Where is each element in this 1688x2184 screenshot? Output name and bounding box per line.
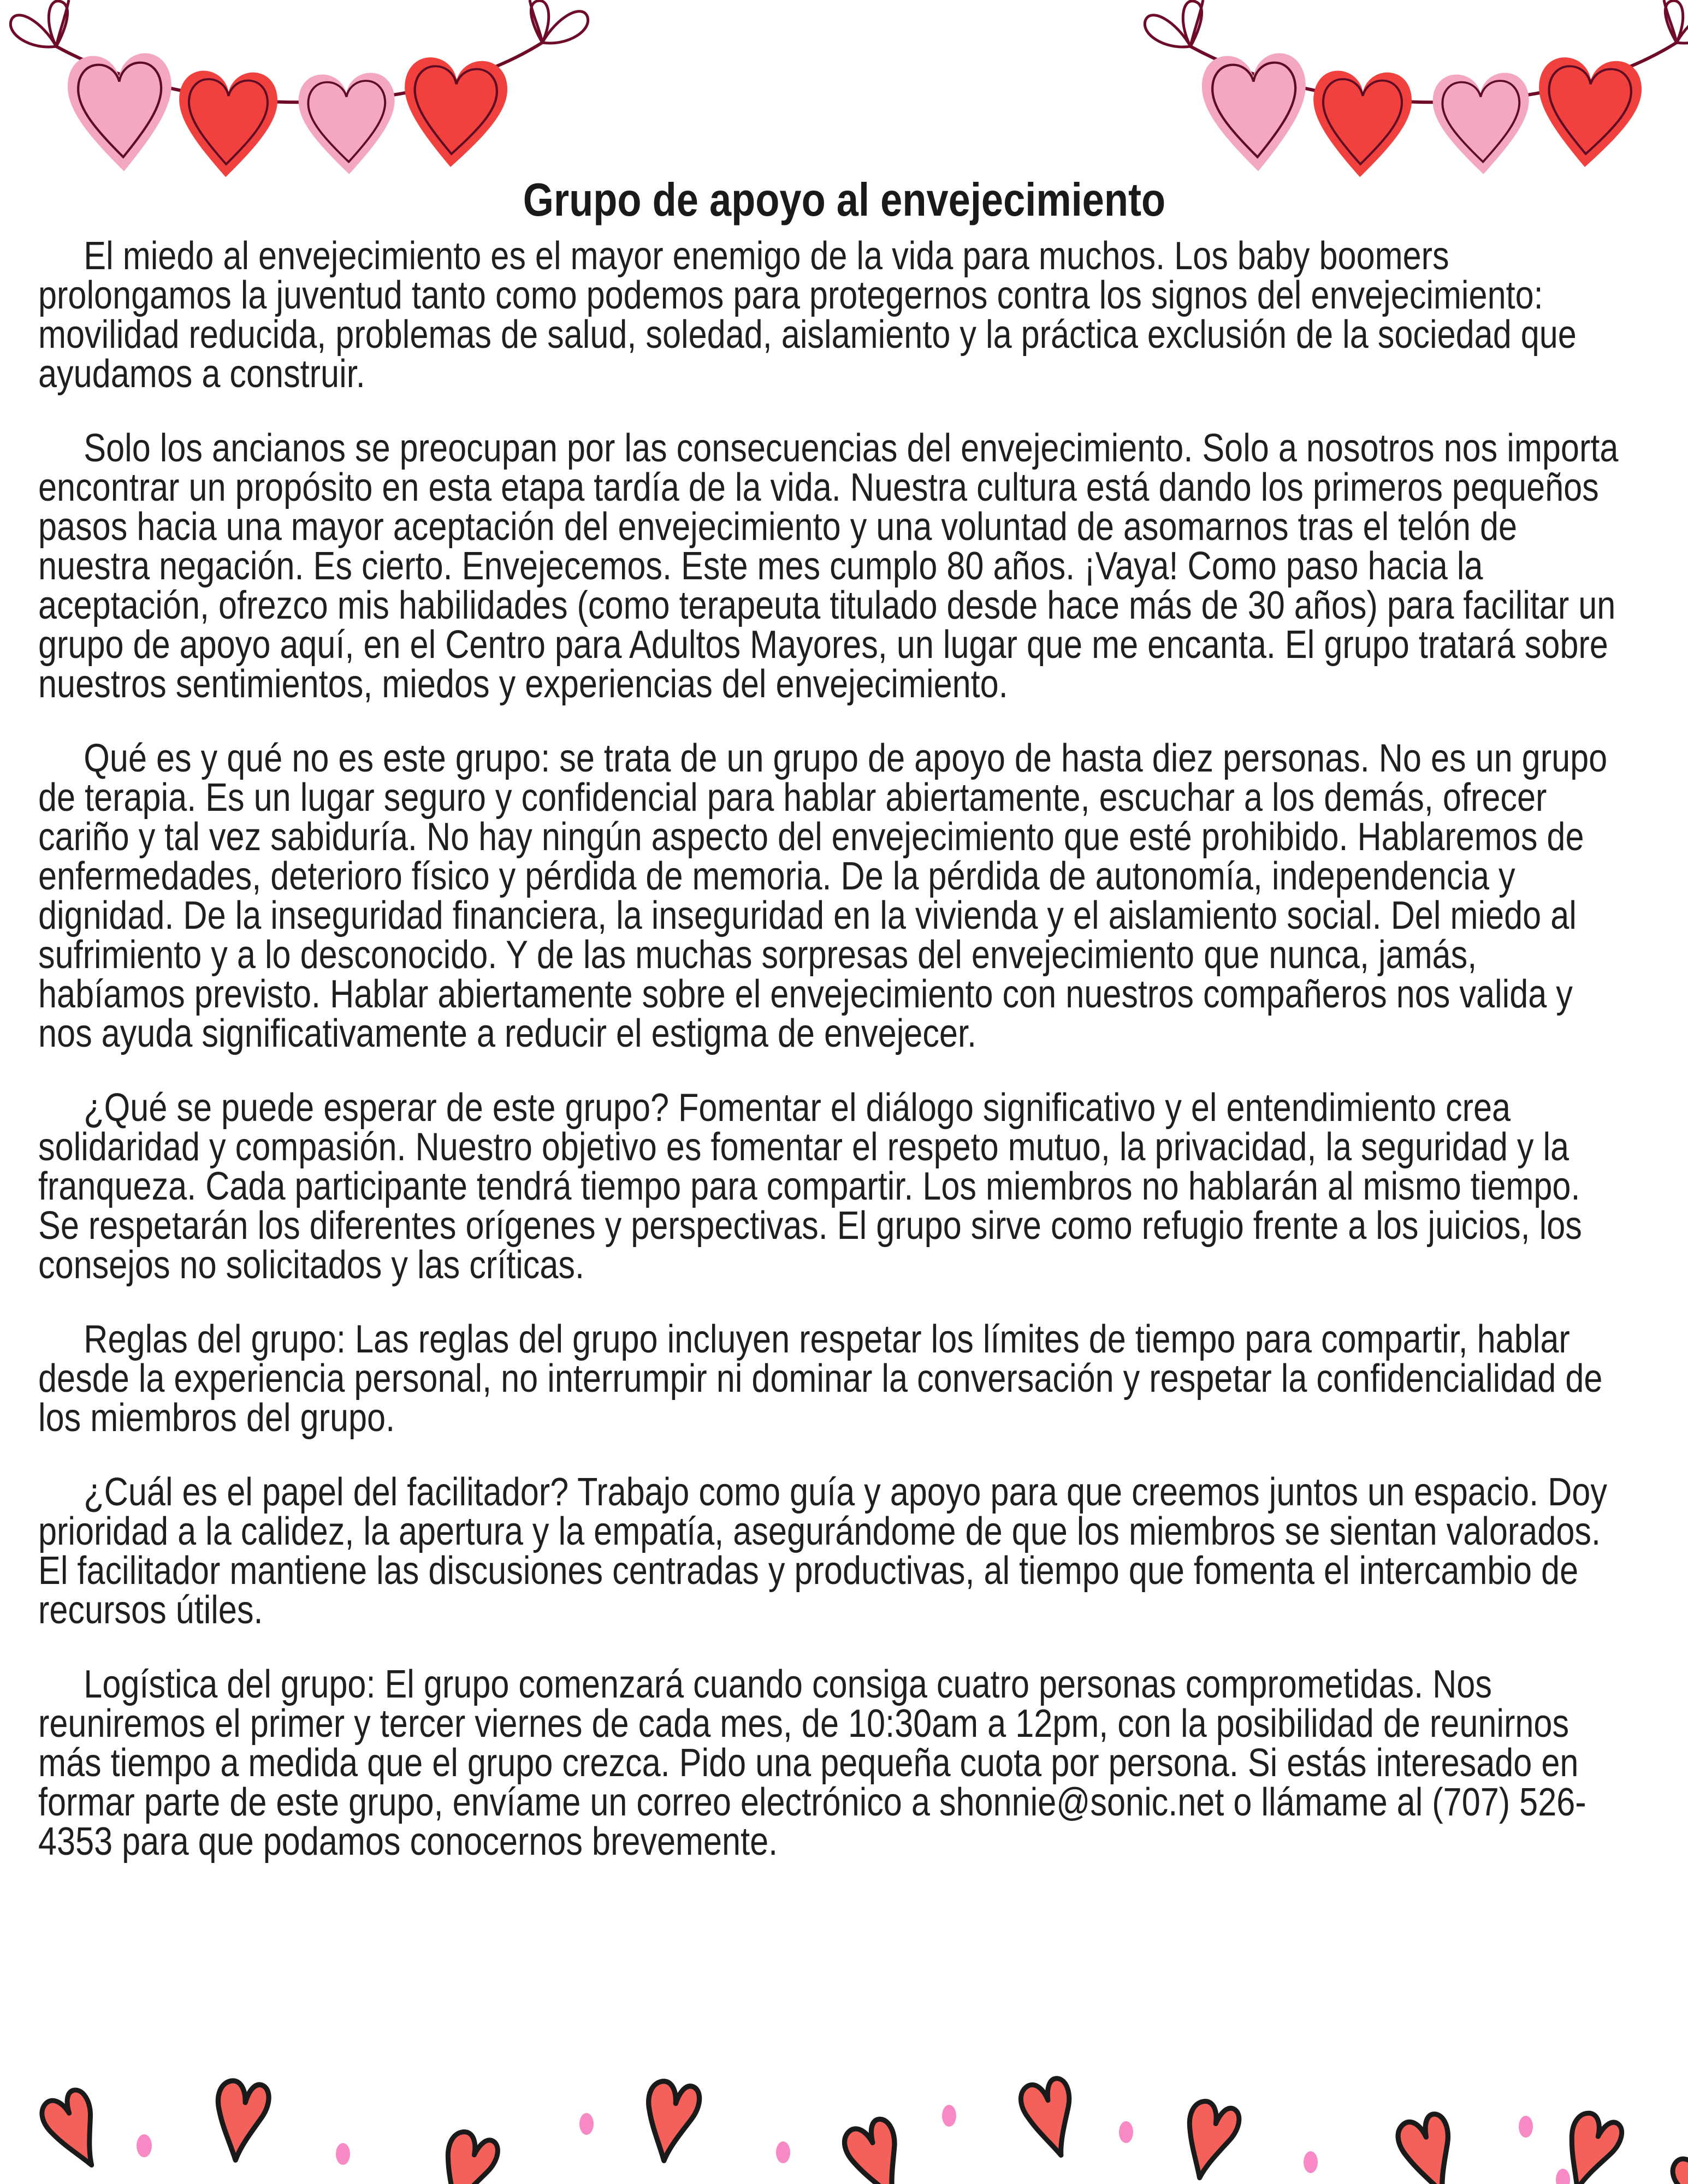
doodle-heart-icon bbox=[37, 2086, 113, 2175]
dot-icon bbox=[1519, 2116, 1533, 2138]
heart-icon bbox=[1533, 56, 1643, 170]
doodle-heart-icon bbox=[431, 2128, 501, 2184]
dot-icon bbox=[1556, 2169, 1570, 2184]
paragraph-reglas: Reglas del grupo: Las reglas del grupo incluyen respetar los límites de tiempo para compartir, hablar desde la experiencia personal, no interrumpir ni dominar la conversación y respetar la confidencialidad de los miembros del grupo. bbox=[38, 1317, 1603, 1440]
doodle-heart-icon bbox=[1017, 2076, 1084, 2162]
paragraph-proposito: Solo los ancianos se preocupan por las consecuencias del envejecimiento. Solo a nosotros nos importa encontrar un propósito en esta etapa tardía de la vida. Nuestra cultura está dando los primeros pequeños pasos hacia una mayor aceptación del envejecimiento y una voluntad de asomarnos tras el telón de nuestra negación. Es cierto. Envejecemos. Este mes cumplo 80 años. ¡Vaya! Como paso hacia la aceptación, ofrezco mis habilidades (como terapeuta titulado desde hace más de 30 años) para facilitar un grupo de apoyo aquí, en el Centro para Adultos Mayores, un lugar que me encanta. El grupo tratará sobre nuestros sentimientos, miedos y experiencias del envejecimiento. bbox=[38, 426, 1619, 706]
heart-garland-icon bbox=[4, 0, 597, 188]
doodle-heart-icon bbox=[638, 2079, 701, 2165]
heart-icon bbox=[1311, 70, 1413, 179]
heart-icon bbox=[298, 72, 397, 176]
doodle-heart-icon bbox=[1175, 2098, 1242, 2184]
bow-icon bbox=[10, 0, 69, 47]
bow-icon bbox=[530, 0, 588, 43]
heart-icon bbox=[1200, 52, 1310, 174]
doodle-heart-icon bbox=[1667, 2143, 1688, 2184]
doodle-heart-icon bbox=[210, 2079, 271, 2164]
bow-icon bbox=[1145, 0, 1203, 47]
paragraph-intro: El miedo al envejecimiento es el mayor enemigo de la vida para muchos. Los baby boomers prolongamos la juventud tanto como podemos para protegernos contra los signos del envejecimiento: movilidad reducida, problemas de salud, soledad, aislamiento y la práctica exclusión de la sociedad que ayudamos a construir. bbox=[38, 234, 1577, 396]
heart-garland-icon bbox=[1139, 0, 1688, 188]
dot-icon bbox=[776, 2141, 790, 2163]
page-title-text: Grupo de apoyo al envejecimiento bbox=[523, 174, 1165, 226]
dot-icon bbox=[1304, 2151, 1318, 2173]
heart-icon bbox=[66, 52, 176, 174]
dot-icon bbox=[942, 2105, 956, 2127]
doodle-heart-icon bbox=[840, 2116, 916, 2184]
doodle-heart-icon bbox=[1394, 2111, 1466, 2184]
dot-icon bbox=[336, 2143, 350, 2165]
dot-icon bbox=[137, 2134, 152, 2157]
paragraph-que-esperar: ¿Qué se puede esperar de este grupo? Fomentar el diálogo significativo y el entendimiento crea solidaridad y compasión. Nuestro objetivo es fomentar el respeto mutuo, la privacidad, la seguridad y la franqueza. Cada participante tendrá tiempo para compartir. Los miembros no hablarán al mismo tiempo. Se respetarán los diferentes orígenes y perspectivas. El grupo sirve como refugio frente a los juicios, los consejos no solicitados y las críticas. bbox=[38, 1086, 1582, 1287]
paragraph-que-es: Qué es y qué no es este grupo: se trata de un grupo de apoyo de hasta diez personas. No es un grupo de terapia. Es un lugar seguro y confidencial para hablar abiertamente, escuchar a los demás, ofrecer cariño y tal vez sabiduría. No hay ningún aspecto del envejecimiento que esté prohibido. Hablaremos de enfermedades, deterioro físico y pérdida de memoria. De la pérdida de autonomía, independencia y dignidad. De la inseguridad financiera, la inseguridad en la vivienda y el aislamiento social. Del miedo al sufrimiento y a lo desconocido. Y de las muchas sorpresas del envejecimiento que nunca, jamás, habíamos previsto. Hablar abiertamente sobre el envejecimiento con nuestros compañeros nos valida y nos ayuda significativamente a reducir el estigma de envejecer. bbox=[38, 737, 1608, 1055]
flyer-body bbox=[38, 236, 1626, 1896]
paragraph-logistica: Logística del grupo: El grupo comenzará cuando consiga cuatro personas comprometidas. Nos reuniremos el primer y tercer viernes de cada mes, de 10:30am a 12pm, con la posibilidad de reunirnos más tiempo a medida que el grupo crezca. Pido una pequeña cuota por persona. Si estás interesado en formar parte de este grupo, envíame un correo electrónico a shonnie@sonic.net o llámame al (707) 526-4353 para que podamos conocernos brevemente. bbox=[38, 1663, 1586, 1863]
paragraph-facilitador: ¿Cuál es el papel del facilitador? Trabajo como guía y apoyo para que creemos juntos un espacio. Doy prioridad a la calidez, la apertura y la empatía, asegurándome de que los miembros se sientan valorados. El facilitador mantiene las discusiones centradas y productivas, al tiempo que fomenta el intercambio de recursos útiles. bbox=[38, 1470, 1607, 1632]
page-title bbox=[0, 174, 1688, 227]
doodle-hearts-border-icon bbox=[0, 2058, 1688, 2184]
dot-icon bbox=[579, 2113, 594, 2135]
heart-icon bbox=[1432, 72, 1531, 176]
heart-icon bbox=[176, 70, 279, 179]
dot-icon bbox=[1119, 2121, 1133, 2143]
bow-icon bbox=[1664, 0, 1688, 43]
heart-icon bbox=[399, 56, 509, 170]
